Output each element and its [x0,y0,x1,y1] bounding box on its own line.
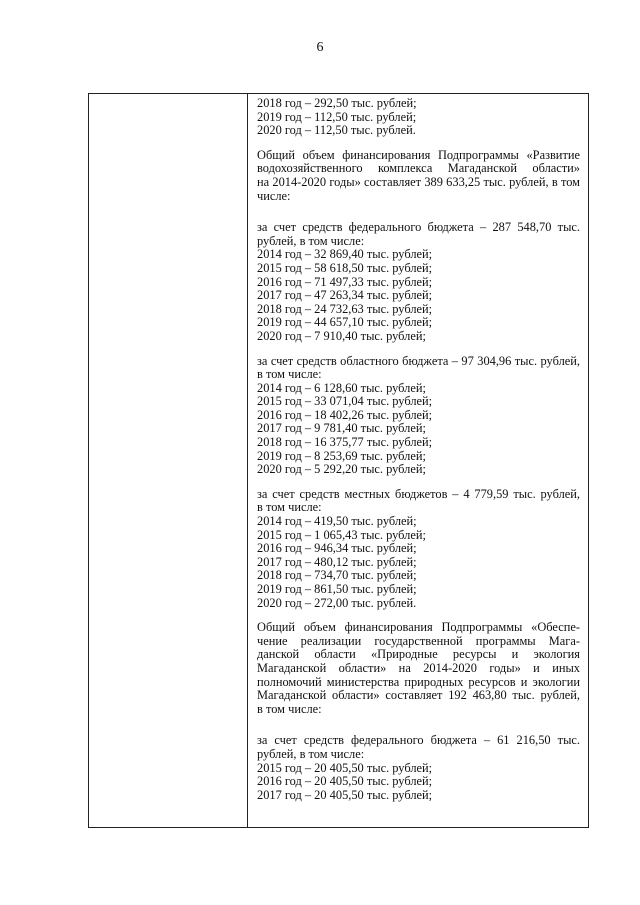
section-heading-line: за счет средств местных бюджетов – 4 779,59 тыс. рублей, [257,486,580,501]
regional-budget-section [257,355,580,477]
table-left-column [89,94,248,827]
year-line: 2016 год – 946,34 тыс. рублей; [257,541,417,556]
paragraph-line: данской области «Природные ресурсы и экология [257,647,580,662]
year-line: 2017 год – 47 263,34 тыс. рублей; [257,288,433,303]
year-line: 2016 год – 20 405,50 тыс. рублей; [257,774,433,789]
paragraph-line: полномочий министерства природных ресурсов и экологии [257,674,580,689]
paragraph-line: Общий объем финансирования Подпрограммы «Обеспе- [257,620,580,635]
year-line: 2014 год – 6 128,60 тыс. рублей; [257,380,426,395]
section-heading-line: в том числе: [257,500,322,515]
federal-budget-support-section [257,734,580,802]
year-line: 2015 год – 1 065,43 тыс. рублей; [257,527,426,542]
year-line: 2020 год – 112,50 тыс. рублей. [257,123,416,138]
year-line: 2019 год – 112,50 тыс. рублей; [257,109,417,124]
year-line: 2015 год – 20 405,50 тыс. рублей; [257,760,433,775]
table-right-column [248,94,588,827]
year-line: 2014 год – 419,50 тыс. рублей; [257,514,417,529]
year-line: 2018 год – 734,70 тыс. рублей; [257,568,417,583]
section-heading-line: за счет средств федерального бюджета – 287 548,70 тыс. [257,220,580,235]
paragraph-line: числе: [257,188,291,203]
year-line: 2018 год – 16 375,77 тыс. рублей; [257,435,433,450]
year-line: 2019 год – 8 253,69 тыс. рублей; [257,448,426,463]
section-heading-line: за счет средств областного бюджета – 97 304,96 тыс. рублей, [257,353,580,368]
year-line: 2015 год – 58 618,50 тыс. рублей; [257,260,433,275]
federal-budget-section [257,221,580,343]
year-line: 2020 год – 272,00 тыс. рублей. [257,595,417,610]
year-line: 2020 год – 7 910,40 тыс. рублей; [257,328,426,343]
section-heading-line: рублей, в том числе: [257,746,365,761]
year-line: 2018 год – 292,50 тыс. рублей; [257,96,417,110]
year-list-previous [257,97,580,138]
year-line: 2019 год – 861,50 тыс. рублей; [257,582,417,596]
paragraph-line: на 2014-2020 годы» составляет 389 633,25 тыс. рублей, в том [257,174,580,189]
year-line: 2017 год – 9 781,40 тыс. рублей; [257,421,426,436]
year-line: 2016 год – 71 497,33 тыс. рублей; [257,274,433,289]
page-number: 6 [316,40,324,55]
year-line: 2016 год – 18 402,26 тыс. рублей; [257,407,433,422]
subprogram-water-total-paragraph [257,149,580,203]
paragraph-line: Магаданской области» на 2014-2020 годы» и иных [257,660,580,675]
year-line: 2018 год – 24 732,63 тыс. рублей; [257,301,433,316]
paragraph-line: Общий объем финансирования Подпрограммы «Развитие [257,147,580,162]
year-line: 2019 год – 44 657,10 тыс. рублей; [257,315,433,330]
year-line: 2020 год – 5 292,20 тыс. рублей; [257,462,426,477]
paragraph-line: чение реализации государственной программы Мага- [257,633,580,648]
paragraph-line: в том числе: [257,701,322,716]
section-heading-line: за счет средств федерального бюджета – 61 216,50 тыс. [257,733,580,748]
local-budgets-section [257,488,580,610]
year-line: 2014 год – 32 869,40 тыс. рублей; [257,247,433,262]
paragraph-line: Магаданской области» составляет 192 463,80 тыс. рублей, [257,688,580,703]
subprogram-support-total-paragraph [257,621,580,716]
year-line: 2017 год – 480,12 тыс. рублей; [257,554,417,569]
year-line: 2015 год – 33 071,04 тыс. рублей; [257,394,433,409]
section-heading-line: в том числе: [257,367,322,382]
financing-table [88,93,589,828]
paragraph-line: водохозяйственного комплекса Магаданской области» [257,161,580,176]
year-line: 2017 год – 20 405,50 тыс. рублей; [257,787,433,802]
section-heading-line: рублей, в том числе: [257,233,365,248]
